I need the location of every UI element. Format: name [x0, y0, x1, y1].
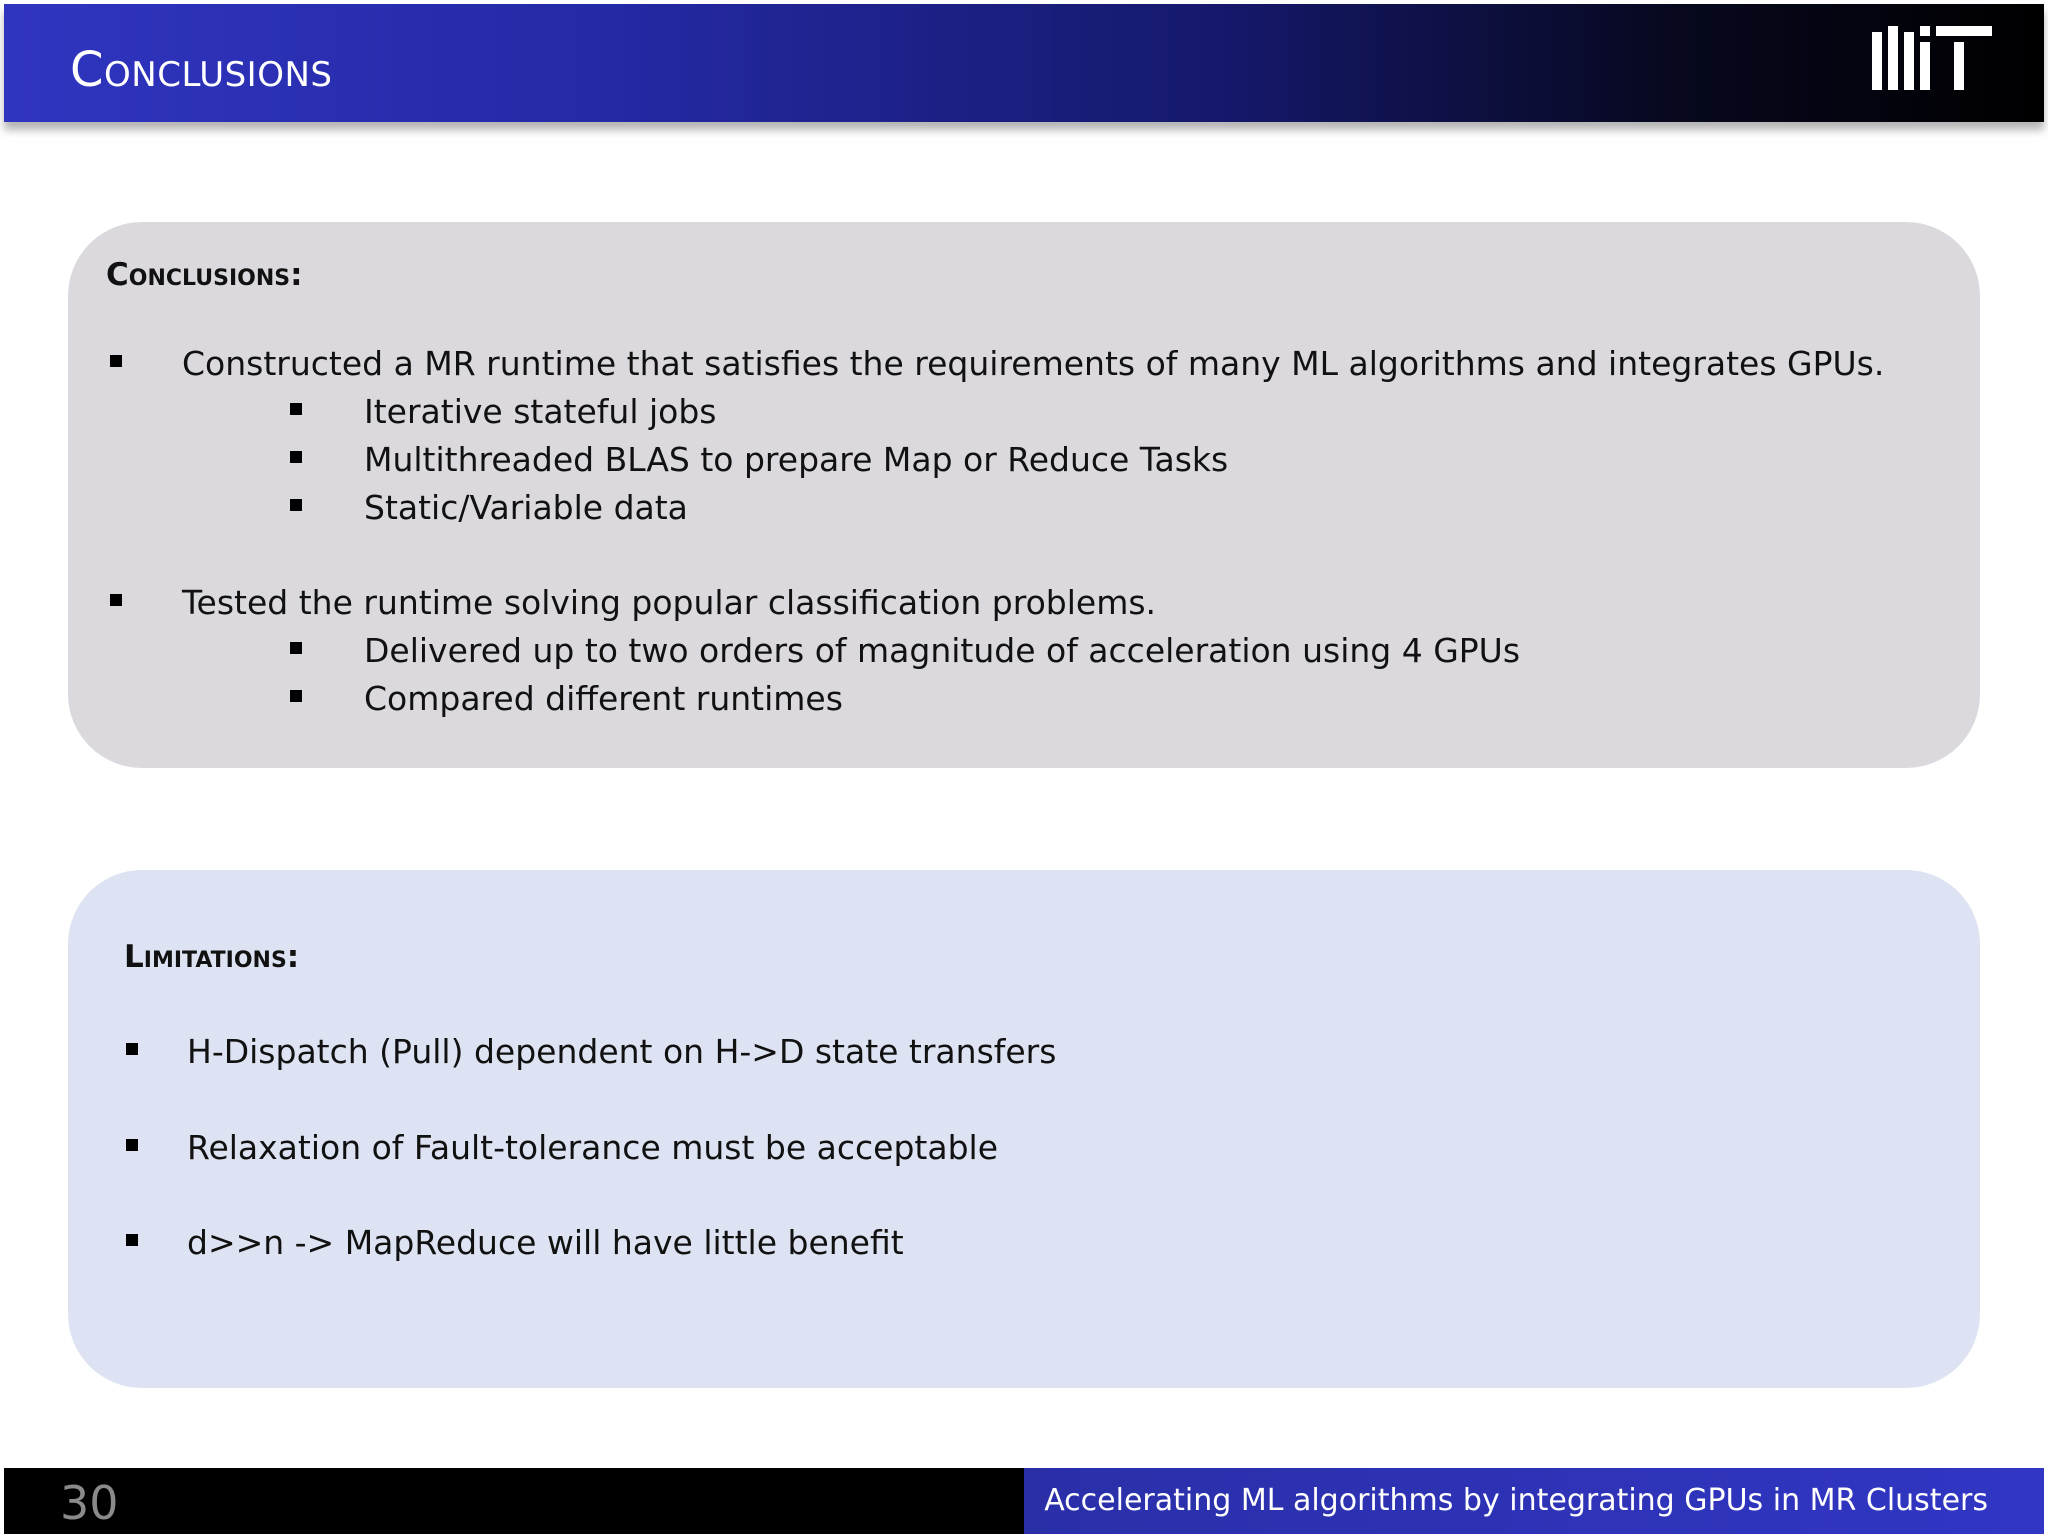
conclusions-panel: [68, 222, 1980, 768]
conclusion-item-text: Tested the runtime solving popular classification problems.: [182, 583, 1157, 622]
conclusion-subitem-text: Static/Variable data: [364, 488, 688, 527]
square-bullet-icon: [290, 403, 302, 415]
limitations-panel: [68, 870, 1980, 1388]
square-bullet-icon: [126, 1139, 138, 1151]
footer-left-bar: [4, 1468, 1024, 1534]
page-number: 30: [60, 1476, 119, 1530]
limitation-item-text: H-Dispatch (Pull) dependent on H->D state transfers: [187, 1032, 1057, 1071]
footer-right-bar: [1024, 1468, 2044, 1534]
footer-title: Accelerating ML algorithms by integrating GPUs in MR Clusters: [1044, 1483, 1988, 1518]
conclusions-heading: Conclusions:: [106, 257, 303, 293]
conclusion-subitem-text: Delivered up to two orders of magnitude of acceleration using 4 GPUs: [364, 631, 1521, 670]
limitation-item-text: d>>n -> MapReduce will have little benefit: [187, 1223, 904, 1262]
limitation-item-text: Relaxation of Fault-tolerance must be acceptable: [187, 1128, 998, 1167]
square-bullet-icon: [290, 451, 302, 463]
conclusion-subitem-text: Multithreaded BLAS to prepare Map or Reduce Tasks: [364, 440, 1229, 479]
square-bullet-icon: [126, 1234, 138, 1246]
square-bullet-icon: [290, 690, 302, 702]
conclusion-subitem-text: Compared different runtimes: [364, 679, 843, 718]
limitations-heading: Limitations:: [124, 939, 300, 975]
conclusion-subitem-text: Iterative stateful jobs: [364, 392, 717, 431]
square-bullet-icon: [290, 499, 302, 511]
mit-logo-icon: [1872, 26, 1992, 90]
square-bullet-icon: [290, 642, 302, 654]
conclusion-item-text: Constructed a MR runtime that satisfies the requirements of many ML algorithms and integrates GPUs.: [182, 344, 1885, 383]
header-bar: [4, 4, 2044, 122]
slide-title: Conclusions: [70, 42, 333, 98]
square-bullet-icon: [110, 355, 122, 367]
square-bullet-icon: [126, 1043, 138, 1055]
square-bullet-icon: [110, 594, 122, 606]
